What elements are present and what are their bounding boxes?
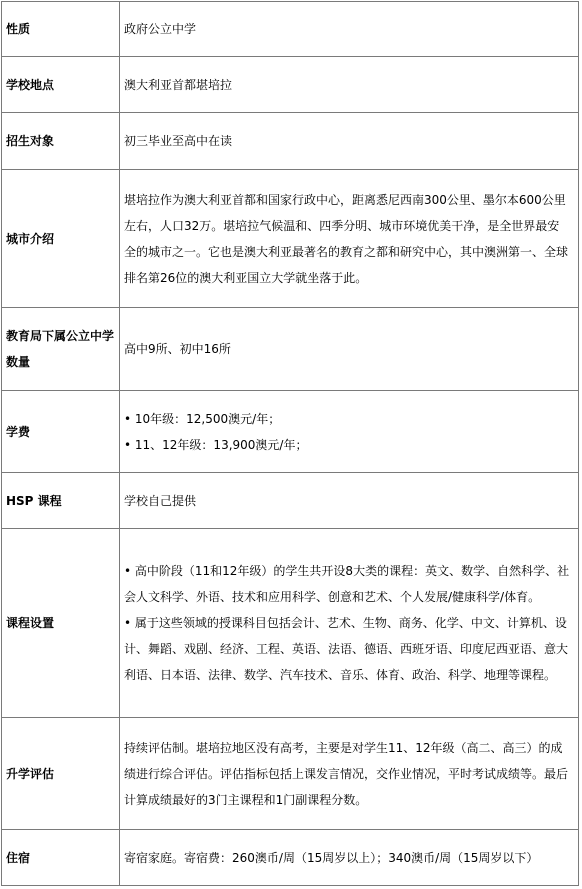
table-row [2, 57, 579, 113]
row-value [120, 529, 579, 718]
table-row [2, 473, 579, 529]
value-line: • 11、12年级：13,900澳元/年； [124, 437, 308, 452]
row-label: 住宿 [2, 830, 120, 886]
value-line: 学校自己提供 [124, 493, 197, 508]
row-value [120, 308, 579, 391]
table-row [2, 308, 579, 391]
row-label: 性质 [2, 2, 120, 57]
value-line: • 属于这些领域的授课科目包括会计、艺术、生物、商务、化学、中文、计算机、设计、舞蹈、戏剧、经济、工程、英语、法语、德语、西班牙语、印度尼西亚语、意大利语、日本语、法律、数学、汽车技术、音乐、体育、政治、科学、地理等课程。 [124, 616, 569, 682]
school-info-table [1, 1, 579, 886]
table-row [2, 718, 579, 830]
row-value [120, 170, 579, 308]
value-line: 堪培拉作为澳大利亚首都和国家行政中心，距离悉尼西南300公里、墨尔本600公里左右，人口32万。堪培拉气候温和、四季分明、城市环境优美干净，是全世界最安全的城市之一。它也是澳大利亚最著名的教育之都和研究中心，其中澳洲第一、全球排名第26位的澳大利亚国立大学就坐落于此。 [124, 192, 569, 285]
row-label: 学校地点 [2, 57, 120, 113]
table-row [2, 830, 579, 886]
row-label: 城市介绍 [2, 170, 120, 308]
value-line: 澳大利亚首都堪培拉 [124, 77, 233, 92]
row-label: 学费 [2, 391, 120, 473]
value-line: 初三毕业至高中在读 [124, 134, 233, 148]
row-value [120, 830, 579, 886]
table-row [2, 391, 579, 473]
row-value [120, 57, 579, 113]
table-row [2, 529, 579, 718]
table-row [2, 2, 579, 57]
value-line: 持续评估制。堪培拉地区没有高考，主要是对学生11、12年级（高二、高三）的成绩进行综合评估。评估指标包括上课发言情况，交作业情况，平时考试成绩等。最后计算成绩最好的3门主课程和1门副课程分数。 [124, 740, 569, 807]
row-label: 教育局下属公立中学数量 [2, 308, 120, 391]
value-line: 寄宿家庭。寄宿费：260澳币/周（15周岁以上）；340澳币/周（15周岁以下） [124, 850, 539, 865]
row-value [120, 473, 579, 529]
row-value [120, 2, 579, 57]
value-line: 政府公立中学 [124, 22, 197, 36]
value-line: • 10年级：12,500澳元/年； [124, 411, 281, 426]
row-value [120, 113, 579, 170]
row-label: 升学评估 [2, 718, 120, 830]
row-label: 招生对象 [2, 113, 120, 170]
row-value [120, 391, 579, 473]
row-value [120, 718, 579, 830]
row-label: 课程设置 [2, 529, 120, 718]
value-line: 高中9所、初中16所 [124, 342, 231, 356]
row-label: HSP 课程 [2, 473, 120, 529]
table-row [2, 170, 579, 308]
table-row [2, 113, 579, 170]
value-line: • 高中阶段（11和12年级）的学生共开设8大类的课程：英文、数学、自然科学、社会人文科学、外语、技术和应用科学、创意和艺术、个人发展/健康科学/体育。 [124, 564, 570, 604]
